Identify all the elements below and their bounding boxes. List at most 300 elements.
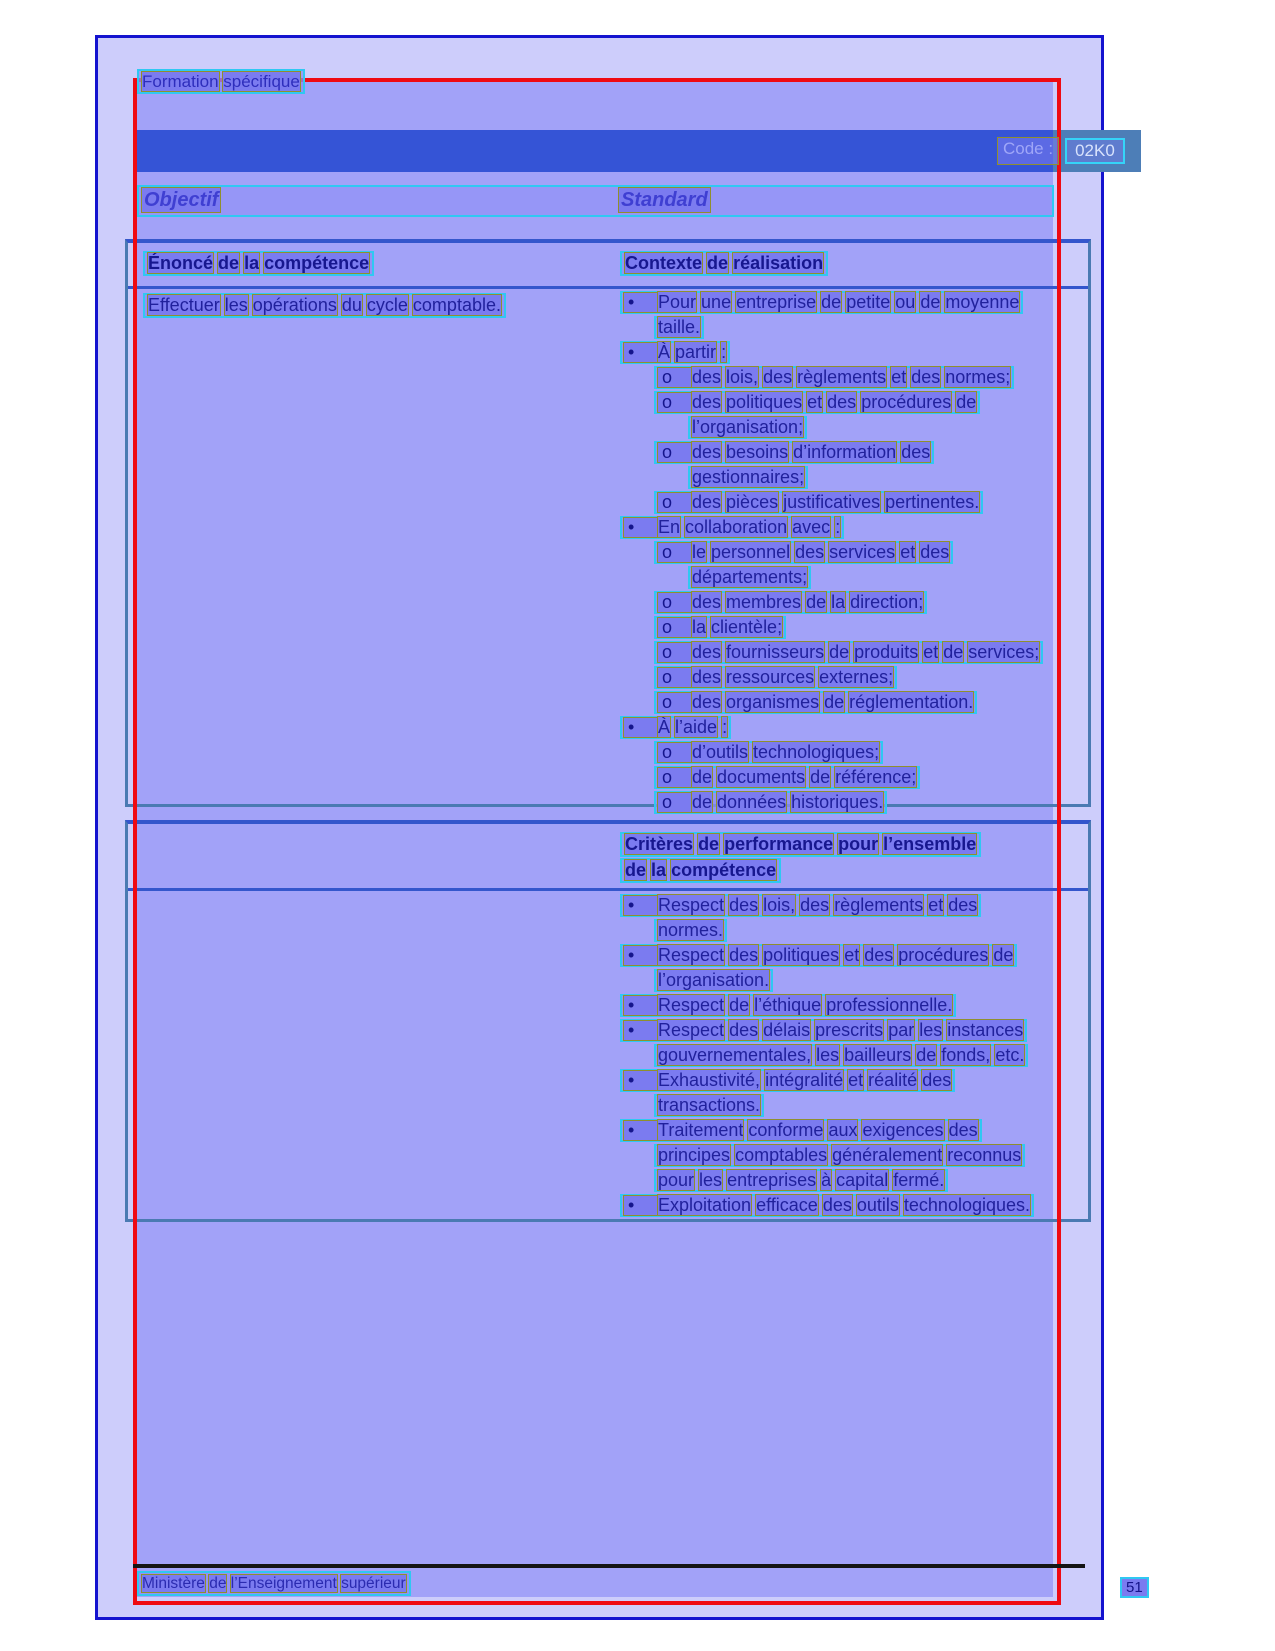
word-box: collaboration xyxy=(685,517,788,537)
word-box: : xyxy=(721,342,727,362)
word-box: l’organisation; xyxy=(692,417,804,437)
word-box: produits xyxy=(854,642,919,662)
bullet-marker: • xyxy=(624,896,658,915)
word-box: fonds, xyxy=(941,1045,991,1065)
list-line xyxy=(654,1144,1034,1167)
list-line xyxy=(654,1044,1034,1067)
list-line-text xyxy=(692,493,979,512)
word-box: l’Enseignement xyxy=(230,1575,337,1592)
word-box: de xyxy=(625,860,647,880)
word-box: la xyxy=(651,860,667,880)
word-box: comptable. xyxy=(412,295,501,315)
word-box: Critères xyxy=(625,834,694,854)
list-line xyxy=(654,791,1043,814)
word-box: intégralité xyxy=(765,1070,844,1090)
list-line-box xyxy=(620,1119,982,1142)
word-box: clientèle; xyxy=(711,617,783,637)
sub-bullet-marker: o xyxy=(658,368,692,387)
word-box: des xyxy=(800,895,830,915)
list-line xyxy=(620,1069,1034,1092)
word-box: pour xyxy=(838,834,879,854)
word-box: la xyxy=(692,617,707,637)
criteres-bullet-list xyxy=(620,894,1034,1217)
word-box: Respect xyxy=(658,1020,725,1040)
word-box: la xyxy=(831,592,846,612)
word-box: exigences xyxy=(862,1120,944,1140)
word-box: des xyxy=(911,367,941,387)
list-line xyxy=(654,1094,1034,1117)
list-line-text xyxy=(658,921,723,940)
list-line-text xyxy=(658,1196,1030,1215)
word-box: de xyxy=(956,392,977,412)
sub-bullet-marker: o xyxy=(658,593,692,612)
word-box: gouvernementales, xyxy=(658,1045,812,1065)
header-divider xyxy=(128,286,1088,289)
list-line-box xyxy=(654,316,704,339)
word-box: et xyxy=(900,542,916,562)
bullet-marker: • xyxy=(624,293,658,312)
word-box: de xyxy=(993,945,1014,965)
word-box: pertinentes. xyxy=(885,492,980,512)
bullet-marker: • xyxy=(624,343,658,362)
word-box: spécifique xyxy=(223,72,300,91)
title-bar xyxy=(137,130,1053,172)
word-box: Exploitation xyxy=(658,1195,752,1215)
word-box: des xyxy=(692,692,722,712)
list-line xyxy=(654,391,1043,414)
word-box: performance xyxy=(724,834,834,854)
sub-bullet-marker: o xyxy=(658,543,692,562)
word-box: Formation xyxy=(142,72,219,91)
word-box: fermé. xyxy=(893,1170,945,1190)
bullet-marker: • xyxy=(624,996,658,1015)
list-line xyxy=(654,641,1043,664)
word-box: départements; xyxy=(692,567,808,587)
list-line-text xyxy=(692,693,973,712)
word-box: une xyxy=(701,292,732,312)
list-line xyxy=(620,994,1034,1017)
word-box: des xyxy=(920,542,950,562)
list-line-text xyxy=(658,971,769,990)
word-box: le xyxy=(692,542,707,562)
word-box: de xyxy=(829,642,850,662)
word-box: des xyxy=(692,492,722,512)
word-box: des xyxy=(901,442,931,462)
sub-bullet-marker: o xyxy=(658,493,692,512)
word-box: et xyxy=(923,642,939,662)
list-line xyxy=(620,516,1043,539)
word-box: de xyxy=(810,767,831,787)
sub-bullet-marker: o xyxy=(658,393,692,412)
word-box: direction; xyxy=(850,592,924,612)
list-line-text xyxy=(692,743,879,762)
list-line-box xyxy=(654,791,887,814)
word-box: externes; xyxy=(819,667,894,687)
list-line xyxy=(654,666,1043,689)
word-box: la xyxy=(244,253,260,273)
list-line-box xyxy=(654,1169,948,1192)
word-box: cycle xyxy=(366,295,408,315)
list-line xyxy=(620,1019,1034,1042)
list-line-box xyxy=(620,716,731,739)
word-box: les xyxy=(816,1045,840,1065)
list-line-text xyxy=(658,518,840,537)
list-line-text xyxy=(692,468,804,487)
word-box: comptables xyxy=(735,1145,828,1165)
list-line-text xyxy=(692,443,930,462)
page-number: 51 xyxy=(1120,1577,1149,1598)
list-line-box xyxy=(654,391,980,414)
list-line-box xyxy=(688,466,808,489)
word-box: pour xyxy=(658,1170,695,1190)
word-box: professionnelle. xyxy=(826,995,953,1015)
header-criteres-line1 xyxy=(620,832,981,857)
bullet-marker: • xyxy=(624,1196,658,1215)
sub-bullet-marker: o xyxy=(658,743,692,762)
sub-bullet-marker: o xyxy=(658,668,692,687)
list-line-text xyxy=(692,568,807,587)
word-box: données xyxy=(717,792,787,812)
list-line xyxy=(654,766,1043,789)
word-box: services; xyxy=(968,642,1040,662)
word-box: d’information xyxy=(793,442,897,462)
word-box: Exhaustivité, xyxy=(658,1070,761,1090)
word-box: l’aide xyxy=(675,717,718,737)
word-box: etc. xyxy=(995,1045,1025,1065)
list-line-text xyxy=(658,1171,944,1190)
list-line xyxy=(620,716,1043,739)
list-line-text xyxy=(692,618,782,637)
list-line-text xyxy=(692,543,949,562)
word-box: technologiques; xyxy=(753,742,880,762)
list-line-box xyxy=(620,516,844,539)
word-box: À xyxy=(658,342,671,362)
word-box: Traitement xyxy=(658,1120,744,1140)
list-line-text xyxy=(692,368,1010,387)
word-box: l’éthique xyxy=(754,995,822,1015)
word-box: réglementation. xyxy=(849,692,974,712)
competence-statement xyxy=(143,293,506,318)
word-box: Respect xyxy=(658,945,725,965)
list-line-box xyxy=(654,441,934,464)
header-contexte-realisation xyxy=(620,251,828,276)
word-box: petite xyxy=(846,292,891,312)
objectif-standard-row xyxy=(137,185,1054,217)
list-line-box xyxy=(620,341,730,364)
list-line-text xyxy=(658,1146,1021,1165)
word-box: de xyxy=(943,642,964,662)
word-box: des xyxy=(948,1120,978,1140)
word-box: capital xyxy=(836,1170,889,1190)
word-box: procédures xyxy=(898,945,989,965)
list-line-box xyxy=(654,591,927,614)
word-box: des xyxy=(692,392,722,412)
word-box: des xyxy=(729,945,759,965)
word-box: de xyxy=(698,834,720,854)
word-box: entreprises xyxy=(727,1170,817,1190)
word-box: référence; xyxy=(835,767,917,787)
word-box: bailleurs xyxy=(844,1045,912,1065)
list-line-box xyxy=(654,366,1014,389)
list-line-text xyxy=(692,668,893,687)
list-line xyxy=(620,944,1034,967)
sub-bullet-marker: o xyxy=(658,643,692,662)
list-line-box xyxy=(620,944,1017,967)
word-box: transactions. xyxy=(658,1095,761,1115)
list-line-box xyxy=(620,291,1023,314)
word-box: et xyxy=(807,392,823,412)
word-box: gestionnaires; xyxy=(692,467,805,487)
list-line-text xyxy=(658,896,977,915)
sub-bullet-marker: o xyxy=(658,443,692,462)
word-box: En xyxy=(658,517,681,537)
word-box: des xyxy=(692,667,722,687)
word-box: Pour xyxy=(658,292,697,312)
list-line-text xyxy=(658,996,952,1015)
word-box: normes. xyxy=(658,920,724,940)
word-box: des xyxy=(692,442,722,462)
word-box: des xyxy=(822,1195,852,1215)
word-box: services xyxy=(829,542,896,562)
list-line xyxy=(654,919,1034,942)
sub-bullet-marker: o xyxy=(658,768,692,787)
list-line-box xyxy=(654,919,727,942)
word-box: Énoncé xyxy=(148,253,214,273)
word-box: efficace xyxy=(756,1195,818,1215)
word-box: fournisseurs xyxy=(726,642,825,662)
word-box: de xyxy=(920,292,941,312)
word-box: l’ensemble xyxy=(883,834,977,854)
word-box: reconnus xyxy=(947,1145,1022,1165)
code-value: 02K0 xyxy=(1065,138,1125,164)
list-line-text xyxy=(658,1046,1024,1065)
list-line-box xyxy=(620,1069,955,1092)
bullet-marker: • xyxy=(624,1071,658,1090)
list-line xyxy=(688,466,1043,489)
word-box: de xyxy=(707,253,729,273)
list-line-text xyxy=(658,343,726,362)
word-box: des xyxy=(795,542,825,562)
list-line-text xyxy=(658,1071,951,1090)
word-box: lois, xyxy=(763,895,796,915)
word-box: documents xyxy=(717,767,806,787)
word-box: les xyxy=(224,295,248,315)
footer-text xyxy=(137,1571,411,1596)
word-box: et xyxy=(891,367,907,387)
word-box: des xyxy=(692,367,722,387)
bullet-marker: • xyxy=(624,1021,658,1040)
word-box: de xyxy=(821,292,842,312)
header-enonce-competence xyxy=(143,251,374,276)
list-line xyxy=(688,416,1043,439)
list-line-text xyxy=(658,1096,760,1115)
list-line xyxy=(654,491,1043,514)
list-line xyxy=(620,894,1034,917)
footer-rule xyxy=(133,1564,1085,1568)
word-box: Respect xyxy=(658,895,725,915)
word-box: des xyxy=(948,895,978,915)
list-line-text xyxy=(692,418,803,437)
list-line-text xyxy=(658,318,700,337)
word-box: de xyxy=(218,253,240,273)
list-line-box xyxy=(620,894,981,917)
word-box: et xyxy=(928,895,944,915)
word-box: outils xyxy=(856,1195,899,1215)
list-line xyxy=(620,1194,1034,1217)
word-box: politiques xyxy=(726,392,803,412)
word-box: lois, xyxy=(726,367,759,387)
list-line-box xyxy=(654,641,1043,664)
list-line-box xyxy=(654,616,786,639)
word-box: prescrits xyxy=(815,1020,884,1040)
list-line-box xyxy=(654,741,883,764)
list-line-box xyxy=(654,1094,764,1117)
word-box: règlements xyxy=(797,367,887,387)
word-box: historiques. xyxy=(791,792,884,812)
standard-heading: Standard xyxy=(621,189,708,211)
list-line-box xyxy=(620,1019,1027,1042)
word-box: généralement xyxy=(832,1145,943,1165)
word-box: des xyxy=(827,392,857,412)
word-box: de xyxy=(209,1575,227,1592)
list-line-box xyxy=(654,1044,1028,1067)
table-criteres-performance xyxy=(125,820,1091,1222)
list-line-box xyxy=(620,994,956,1017)
code-label: Code : xyxy=(998,138,1058,164)
list-line xyxy=(654,441,1043,464)
word-box: : xyxy=(722,717,728,737)
list-line-text xyxy=(658,718,727,737)
word-box: des xyxy=(692,642,722,662)
word-box: et xyxy=(844,945,860,965)
word-box: : xyxy=(835,517,841,537)
word-box: règlements xyxy=(834,895,924,915)
list-line xyxy=(620,1119,1034,1142)
word-box: et xyxy=(848,1070,864,1090)
word-box: des xyxy=(692,592,722,612)
word-box: de xyxy=(806,592,827,612)
list-line xyxy=(654,691,1043,714)
list-line-box xyxy=(654,1144,1025,1167)
section-label xyxy=(137,69,305,94)
list-line-box xyxy=(654,541,953,564)
word-box: procédures xyxy=(861,392,952,412)
word-box: instances xyxy=(947,1020,1024,1040)
word-box: entreprise xyxy=(736,292,817,312)
word-box: des xyxy=(864,945,894,965)
word-box: supérieur xyxy=(341,1575,406,1592)
word-box: l’organisation. xyxy=(658,970,770,990)
word-box: Ministère xyxy=(142,1575,205,1592)
word-box: de xyxy=(916,1045,937,1065)
list-line-box xyxy=(688,416,807,439)
bullet-marker: • xyxy=(624,1121,658,1140)
word-box: d’outils xyxy=(692,742,749,762)
contexte-bullet-list xyxy=(620,291,1043,814)
word-box: aux xyxy=(828,1120,858,1140)
word-box: des xyxy=(729,1020,759,1040)
list-line-box xyxy=(654,666,897,689)
word-box: délais xyxy=(763,1020,811,1040)
word-box: par xyxy=(888,1020,915,1040)
header-criteres-line2 xyxy=(620,858,781,883)
word-box: réalisation xyxy=(733,253,824,273)
word-box: de xyxy=(692,767,713,787)
word-box: organismes xyxy=(726,692,820,712)
list-line xyxy=(654,591,1043,614)
sub-bullet-marker: o xyxy=(658,693,692,712)
table-enonce-contexte xyxy=(125,239,1091,812)
list-line-box xyxy=(654,691,977,714)
word-box: avec xyxy=(792,517,831,537)
list-line-text xyxy=(658,293,1019,312)
code-field xyxy=(998,138,1125,164)
word-box: compétence xyxy=(264,253,370,273)
list-line-text xyxy=(692,643,1039,662)
word-box: personnel xyxy=(711,542,791,562)
list-line xyxy=(654,741,1043,764)
list-line xyxy=(688,566,1043,589)
word-box: compétence xyxy=(671,860,777,880)
list-line-box xyxy=(654,969,773,992)
list-line-box xyxy=(688,566,811,589)
word-box: ou xyxy=(895,292,916,312)
list-line-box xyxy=(654,766,920,789)
list-line xyxy=(620,341,1043,364)
list-line xyxy=(620,291,1043,314)
list-line xyxy=(654,366,1043,389)
list-line-text xyxy=(658,1021,1023,1040)
bullet-marker: • xyxy=(624,946,658,965)
word-box: de xyxy=(729,995,750,1015)
objectif-heading: Objectif xyxy=(144,189,219,211)
bullet-marker: • xyxy=(624,518,658,537)
word-box: réalité xyxy=(868,1070,918,1090)
word-box: les xyxy=(919,1020,943,1040)
word-box: pièces xyxy=(726,492,779,512)
word-box: membres xyxy=(726,592,802,612)
word-box: de xyxy=(692,792,713,812)
word-box: technologiques. xyxy=(903,1195,1031,1215)
word-box: conforme xyxy=(748,1120,824,1140)
word-box: des xyxy=(922,1070,952,1090)
word-box: À xyxy=(658,717,671,737)
list-line-text xyxy=(692,593,923,612)
sub-bullet-marker: o xyxy=(658,793,692,812)
word-box: ressources xyxy=(726,667,815,687)
word-box: Contexte xyxy=(625,253,703,273)
bullet-marker: • xyxy=(624,718,658,737)
word-box: taille. xyxy=(658,317,701,337)
word-box: justificatives xyxy=(783,492,881,512)
word-box: des xyxy=(729,895,759,915)
word-box: normes; xyxy=(945,367,1011,387)
list-line-box xyxy=(654,491,983,514)
word-box: principes xyxy=(658,1145,731,1165)
word-box: les xyxy=(699,1170,723,1190)
list-line-text xyxy=(692,393,976,412)
list-line-text xyxy=(692,768,916,787)
list-line-text xyxy=(658,946,1013,965)
word-box: politiques xyxy=(763,945,840,965)
word-box: de xyxy=(824,692,845,712)
word-box: des xyxy=(763,367,793,387)
word-box: à xyxy=(821,1170,832,1190)
list-line xyxy=(654,1169,1034,1192)
sub-bullet-marker: o xyxy=(658,618,692,637)
word-box: moyenne xyxy=(945,292,1020,312)
list-line xyxy=(654,616,1043,639)
